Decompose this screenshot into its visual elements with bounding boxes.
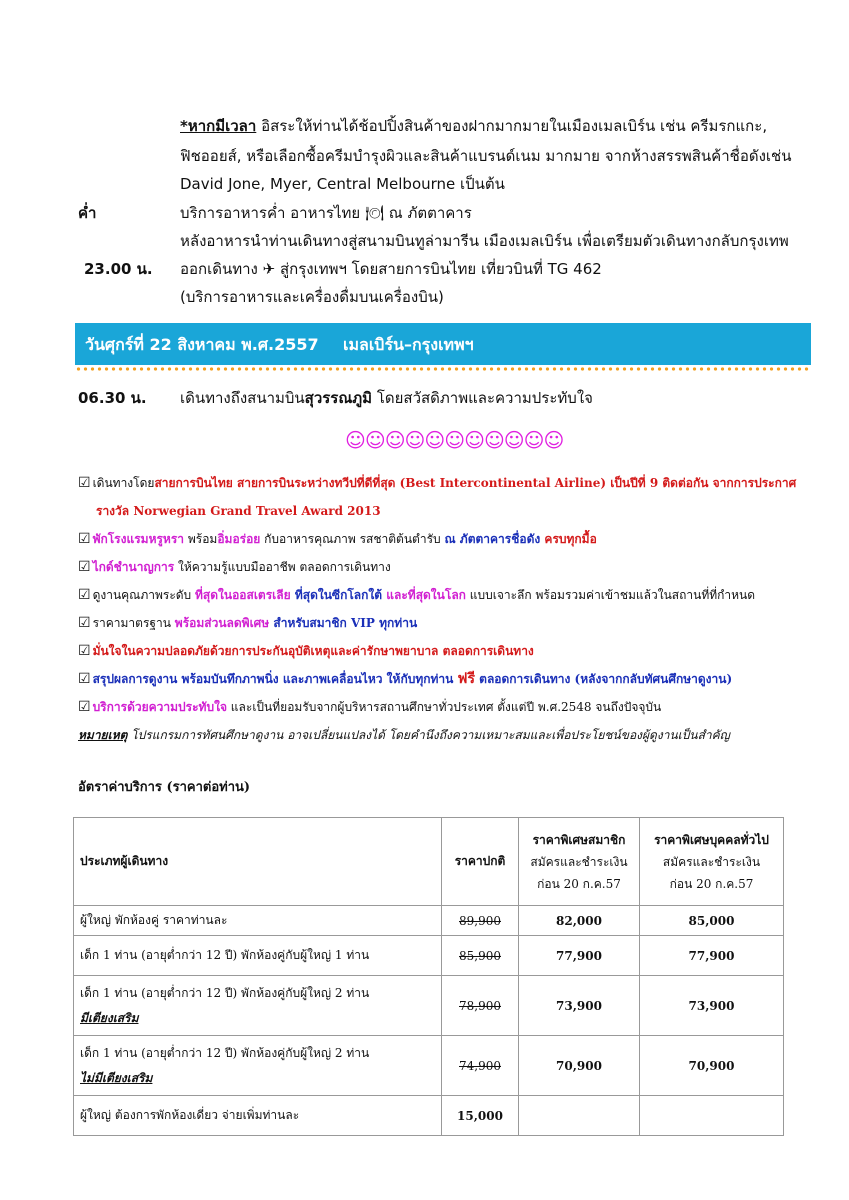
arrival-airport: สุวรรณภูมิ [304,389,373,407]
header-general [640,818,784,906]
highlight-6 [78,643,534,659]
h5-a: ราคามาตรฐาน [92,616,175,630]
table-header-row [74,818,784,906]
header-member-sub2: ก่อน 20 ก.ค.57 [537,876,621,891]
h4-a: ดูงานคุณภาพระดับ [92,588,195,602]
h7-b: ฟรี [457,671,475,687]
row-type-note: มีเตียงเสริม [80,1010,139,1025]
header-general-sub2: ก่อน 20 ก.ค.57 [669,876,754,891]
checkbox-icon: ☑ [78,531,91,547]
dotted-divider [75,366,811,372]
h2-d: กับอาหารคุณภาพ รสชาติต้นตำรับ [260,532,445,546]
row-type-note: ไม่มีเตียงเสริม [80,1070,153,1085]
h2-f: ครบทุกมื้อ [540,532,597,546]
h5-b: พร้อมส่วนลดพิเศษ [174,616,270,630]
h1-a: เดินทางโดย [92,476,155,490]
row-member: 70,900 [519,1036,640,1096]
row-general: 77,900 [640,936,784,976]
header-type: ประเภทผู้เดินทาง [74,818,442,906]
arrival-text-pre: เดินทางถึงสนามบิน [180,389,305,407]
h4-c: ที่สุดในซีกโลกใต้ [290,588,383,602]
h1-c: สายการบินระหว่างทวีปที่ดีที่สุด (Best Intercontinental Airline) เป็นปีที่ 9 ติดต่อกัน จากการประกาศ [232,476,797,490]
row-general: 85,000 [640,906,784,936]
row-member [519,1096,640,1136]
row-normal: 74,900 [442,1036,519,1096]
row-member: 77,900 [519,936,640,976]
remark-text: โปรแกรมการทัศนศึกษาดูงาน อาจเปลี่ยนแปลงได้ โดยคำนึงถึงความเหมาะสมและเพื่อประโยชน์ของผู้ดูงานเป็นสำคัญ [127,728,730,742]
dinner-label: ค่ำ [78,204,97,222]
day-route: เมลเบิร์น–กรุงเทพฯ [343,335,474,354]
dinner-text: บริการอาหารค่ำ อาหารไทย 🍽 ณ ภัตตาคาร [180,204,472,222]
day-date: วันศุกร์ที่ 22 สิงหาคม พ.ศ.2557 [85,335,319,354]
day-banner [75,323,811,365]
checkbox-icon: ☑ [78,643,91,659]
h2-c: อิ่มอร่อย [217,532,261,546]
highlight-4 [78,587,755,603]
highlight-3 [78,559,391,575]
row-type: ผู้ใหญ่ ต้องการพักห้องเดี่ยว จ่ายเพิ่มท่านละ [74,1096,442,1136]
table-row [74,976,784,1036]
h4-f: แบบเจาะลึก พร้อมรวมค่าเข้าชมแล้วในสถานที่ที่กำหนด [465,588,756,602]
header-normal: ราคาปกติ [442,818,519,906]
highlight-8 [78,699,661,715]
h2-e: ณ ภัตตาคารชื่อดัง [444,532,541,546]
note-label: *หากมีเวลา [180,117,257,135]
row-type: เด็ก 1 ท่าน (อายุต่ำกว่า 12 ปี) พักห้องคู่กับผู้ใหญ่ 2 ท่าน [80,985,370,1000]
table-row [74,1096,784,1136]
departure-text: ออกเดินทาง ✈ สู่กรุงเทพฯ โดยสายการบินไทย เที่ยวบินที่ TG 462 [180,260,602,278]
checkbox-icon: ☑ [78,475,91,491]
table-row [74,936,784,976]
table-row [74,906,784,936]
after-dinner-text: หลังอาหารนำท่านเดินทางสู่สนามบินทูล่ามารีน เมืองเมลเบิร์น เพื่อเตรียมตัวเดินทางกลับกรุงเทพ [180,232,789,250]
checkbox-icon: ☑ [78,699,91,715]
h8-b: และเป็นที่ยอมรับจากผู้บริหารสถานศึกษาทั่วประเทศ ตั้งแต่ปี พ.ศ.2548 จนถึงปัจจุบัน [226,700,662,714]
shopping-note [180,116,767,136]
row-normal: 78,900 [442,976,519,1036]
h5-c: สำหรับสมาชิก VIP ทุกท่าน [269,616,418,630]
header-general-title: ราคาพิเศษบุคคลทั่วไป [654,832,769,847]
h2-a: พักโรงแรมหรูหรา [92,532,185,546]
row-type: เด็ก 1 ท่าน (อายุต่ำกว่า 12 ปี) พักห้องคู่กับผู้ใหญ่ 2 ท่าน [80,1045,370,1060]
header-member-title: ราคาพิเศษสมาชิก [532,832,626,847]
h3-a: ไกด์ชำนาญการ [92,560,175,574]
header-general-sub1: สมัครและชำระเงิน [662,854,761,869]
service-text: (บริการอาหารและเครื่องดื่มบนเครื่องบิน) [180,288,444,306]
smiley-row: ☺☺☺☺☺☺☺☺☺☺☺ [345,428,564,452]
h4-b: ที่สุดในออสเตรเลีย [195,588,291,602]
row-general [640,1096,784,1136]
highlight-1 [78,475,796,491]
highlight-7 [78,671,732,687]
row-general: 70,900 [640,1036,784,1096]
row-general: 73,900 [640,976,784,1036]
pricing-title: อัตราค่าบริการ (ราคาต่อท่าน) [78,780,251,795]
arrival-text [180,388,593,408]
h1-b: สายการบินไทย [154,476,233,490]
h2-b: พร้อม [184,532,218,546]
h6: มั่นใจในความปลอดภัยด้วยการประกันอุบัติเหตุและค่ารักษาพยาบาล ตลอดการเดินทาง [92,644,534,658]
row-type: ผู้ใหญ่ พักห้องคู่ ราคาท่านละ [74,906,442,936]
note-line2: ฟิชออยส์, หรือเลือกซื้อครีมบำรุงผิวและสินค้าแบรนด์เนม มากมาย จากห้างสรรพสินค้าชื่อดังเช่น [180,147,792,165]
pricing-table [73,817,784,1136]
note-line1: อิสระให้ท่านได้ช้อปปิ้งสินค้าของฝากมากมายในเมืองเมลเบิร์น เช่น ครีมรกแกะ, [256,117,768,135]
row-normal: 89,900 [442,906,519,936]
table-row [74,1036,784,1096]
note-line3: David Jone, Myer, Central Melbourne เป็นต้น [180,175,505,193]
h7-a: สรุปผลการดูงาน พร้อมบันทึกภาพนิ่ง และภาพเคลื่อนไหว ให้กับทุกท่าน [92,672,458,686]
remark [78,727,730,743]
arrival-text-post: โดยสวัสดิภาพและความประทับใจ [372,389,593,407]
header-member-sub1: สมัครและชำระเงิน [530,854,628,869]
h4-e: ที่สุดในโลก [407,588,466,602]
h8-a: บริการด้วยความประทับใจ [92,700,227,714]
h7-c: ตลอดการเดินทาง (หลังจากกลับทัศนศึกษาดูงาน) [474,672,733,686]
departure-time: 23.00 น. [84,260,153,278]
h3-b: ให้ความรู้แบบมืออาชีพ ตลอดการเดินทาง [174,560,391,574]
row-member: 73,900 [519,976,640,1036]
row-type: เด็ก 1 ท่าน (อายุต่ำกว่า 12 ปี) พักห้องคู่กับผู้ใหญ่ 1 ท่าน [74,936,442,976]
arrival-time: 06.30 น. [78,389,147,407]
checkbox-icon: ☑ [78,587,91,603]
row-member: 82,000 [519,906,640,936]
checkbox-icon: ☑ [78,671,91,687]
row-normal: 85,900 [442,936,519,976]
highlight-2 [78,531,597,547]
checkbox-icon: ☑ [78,559,91,575]
highlight-5 [78,615,417,631]
row-type-cell [74,1036,442,1096]
row-type-cell [74,976,442,1036]
checkbox-icon: ☑ [78,615,91,631]
header-member [519,818,640,906]
h4-d: และ [382,588,408,602]
row-normal: 15,000 [442,1096,519,1136]
h1-d: รางวัล Norwegian Grand Travel Award 2013 [96,504,381,518]
remark-label: หมายเหตุ [78,728,128,742]
